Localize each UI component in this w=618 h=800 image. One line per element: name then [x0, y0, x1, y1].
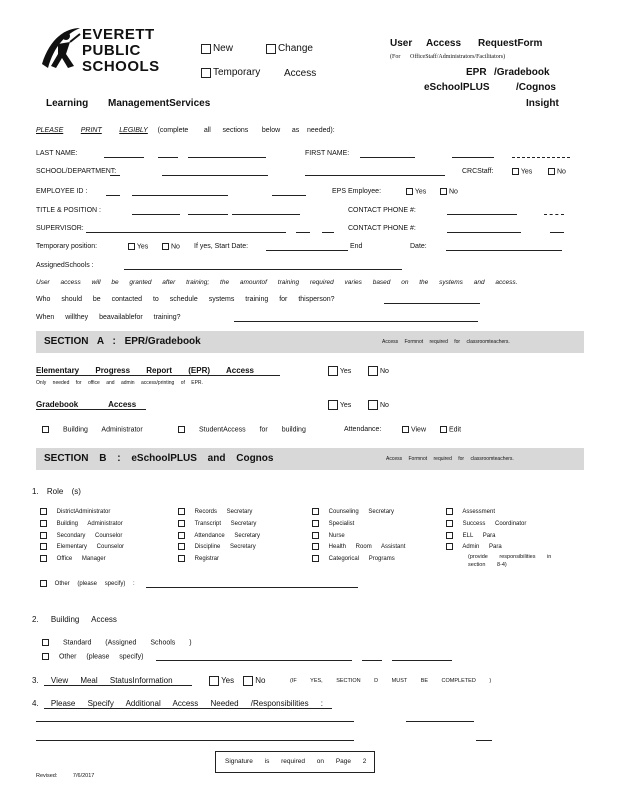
attendance-view[interactable]: View	[402, 426, 426, 433]
role-checkbox[interactable]	[178, 520, 185, 527]
role-checkbox[interactable]	[312, 508, 319, 515]
section-b-note: Access Formnot required for classroomteachers.	[386, 456, 514, 462]
building-admin-option[interactable]: Building Administrator	[42, 426, 143, 433]
roles-col-4-note: (provide responsibilities in section 8-4)	[468, 554, 552, 568]
training-when-field[interactable]	[234, 321, 478, 322]
last-name-field-2[interactable]	[158, 157, 178, 158]
other-building-field-3[interactable]	[392, 660, 452, 661]
supervisor-field-3[interactable]	[322, 232, 334, 233]
title-label: TITLE & POSITION :	[36, 207, 101, 214]
eps-no-checkbox[interactable]	[440, 188, 447, 195]
contact-label-2: CONTACT PHONE #:	[348, 225, 416, 232]
logo-line-1: EVERETT	[82, 26, 155, 43]
meal-heading: 3. View Meal StatusInformation	[32, 676, 173, 685]
title-field-2[interactable]	[188, 214, 228, 215]
specify-field-1[interactable]	[36, 721, 354, 722]
role-checkbox[interactable]	[40, 543, 47, 550]
logo-line-3: SCHOOLS	[82, 58, 160, 75]
epr-yes-checkbox[interactable]	[328, 366, 338, 376]
crc-no-checkbox[interactable]	[548, 168, 555, 175]
employee-id-field-2[interactable]	[132, 195, 228, 196]
change-option[interactable]: Change	[266, 43, 313, 54]
attendance-label: Attendance:	[344, 426, 382, 433]
other-role-option[interactable]: Other (please specify) :	[40, 580, 135, 587]
specify-field-3[interactable]	[36, 740, 354, 741]
role-option[interactable]: Transcript Secretary	[178, 519, 260, 531]
role-checkbox[interactable]	[178, 543, 185, 550]
form-subtitle-staff: OfficeStaff/Administrators/Facilitators)	[410, 54, 506, 60]
role-checkbox[interactable]	[312, 555, 319, 562]
role-option[interactable]: Building Administrator	[40, 519, 124, 531]
form-title-user: User	[390, 38, 413, 49]
form-subtitle-for: (For	[390, 54, 401, 60]
role-checkbox[interactable]	[446, 520, 453, 527]
role-checkbox[interactable]	[40, 532, 47, 539]
start-date-field[interactable]	[266, 250, 348, 251]
contact-field-3[interactable]	[447, 232, 521, 233]
eps-yes[interactable]: Yes	[406, 188, 426, 195]
contact-field-4[interactable]	[550, 232, 564, 233]
meal-note: (IF YES, SECTION D MUST BE COMPLETED )	[290, 678, 492, 684]
role-option[interactable]: Secondary Counselor	[40, 531, 124, 543]
school-label: SCHOOL/DEPARTMENT:	[36, 168, 117, 175]
role-option[interactable]: Elementary Counselor	[40, 542, 124, 554]
role-option[interactable]: Registrar	[178, 554, 260, 566]
contact-label: CONTACT PHONE #:	[348, 207, 416, 214]
role-heading: 1. Role (s)	[32, 487, 81, 496]
section-b-title: SECTION B : eSchoolPLUS and Cognos	[44, 453, 274, 464]
temporary-option[interactable]: Temporary	[201, 67, 260, 78]
crc-yes-checkbox[interactable]	[512, 168, 519, 175]
role-checkbox[interactable]	[40, 508, 47, 515]
standard-option[interactable]: Standard (Assigned Schools )	[42, 639, 192, 646]
crc-no[interactable]: No	[548, 168, 566, 175]
last-name-field[interactable]	[104, 157, 144, 158]
role-checkbox[interactable]	[312, 532, 319, 539]
end-date-label: Date:	[410, 243, 427, 250]
roles-col-4	[446, 507, 526, 554]
logo	[36, 24, 166, 78]
other-role-checkbox[interactable]	[40, 580, 47, 587]
school-field[interactable]	[110, 175, 120, 176]
contact-field[interactable]	[447, 214, 517, 215]
role-option[interactable]: Attendance Secretary	[178, 531, 260, 543]
form-title-eschool: eSchoolPLUS	[424, 82, 490, 93]
role-option[interactable]: Categorical Programs	[312, 554, 405, 566]
temp-yes[interactable]: Yes	[128, 243, 148, 250]
role-checkbox[interactable]	[446, 543, 453, 550]
gradebook-no[interactable]: No	[368, 400, 389, 410]
first-name-field-2[interactable]	[452, 157, 494, 158]
form-title-cognos: /Cognos	[516, 82, 556, 93]
title-field-3[interactable]	[232, 214, 300, 215]
supervisor-field[interactable]	[86, 232, 286, 233]
specify-field-4[interactable]	[476, 740, 492, 741]
last-name-field-3[interactable]	[188, 157, 266, 158]
specify-field-2[interactable]	[406, 721, 474, 722]
specify-heading-underline	[44, 708, 332, 709]
start-date-label: If yes, Start Date:	[194, 243, 249, 250]
role-option[interactable]: ELL Para	[446, 531, 526, 543]
other-role-field[interactable]	[146, 587, 358, 588]
temp-no[interactable]: No	[162, 243, 180, 250]
access-label: Access	[284, 68, 317, 79]
print-note: PLEASE PRINT LEGIBLY (complete all sections below as needed):	[36, 127, 335, 134]
other-building-checkbox[interactable]	[42, 653, 49, 660]
end-date-field[interactable]	[446, 250, 562, 251]
standard-checkbox[interactable]	[42, 639, 49, 646]
other-building-field[interactable]	[156, 660, 352, 661]
revised-date: Revised: 7/6/2017	[36, 773, 95, 779]
role-option[interactable]: Office Manager	[40, 554, 124, 566]
supervisor-field-2[interactable]	[296, 232, 310, 233]
training-who-field[interactable]	[384, 303, 480, 304]
school-field-2[interactable]	[162, 175, 268, 176]
epr-no[interactable]: No	[368, 366, 389, 376]
meal-yes-checkbox[interactable]	[209, 676, 219, 686]
end-label: End	[350, 243, 363, 250]
section-a-title: SECTION A : EPR/Gradebook	[44, 336, 201, 347]
temp-no-checkbox[interactable]	[162, 243, 169, 250]
role-option[interactable]: DistrictAdministrator	[40, 507, 124, 519]
title-field[interactable]	[132, 214, 180, 215]
swoosh-figure-icon	[36, 24, 82, 78]
change-checkbox[interactable]	[266, 44, 276, 54]
attendance-edit[interactable]: Edit	[440, 426, 461, 433]
student-access-checkbox[interactable]	[178, 426, 185, 433]
eps-yes-checkbox[interactable]	[406, 188, 413, 195]
role-option[interactable]: Success Coordinator	[446, 519, 526, 531]
roles-col-3	[312, 507, 405, 566]
student-access-option[interactable]: StudentAccess for building	[178, 426, 306, 433]
other-building-field-2[interactable]	[362, 660, 382, 661]
temp-position-label: Temporary position:	[36, 243, 98, 250]
view-checkbox[interactable]	[402, 426, 409, 433]
signature-box	[215, 751, 375, 773]
lms-learning: Learning	[46, 98, 89, 109]
gradebook-yes-checkbox[interactable]	[328, 400, 338, 410]
role-checkbox[interactable]	[312, 543, 319, 550]
gradebook-yes[interactable]: Yes	[328, 400, 351, 410]
role-option[interactable]: Counseling Secretary	[312, 507, 405, 519]
first-name-field[interactable]	[360, 157, 415, 158]
gradebook-no-checkbox[interactable]	[368, 400, 378, 410]
section-a-header	[36, 331, 584, 353]
form-title-insight: Insight	[526, 98, 559, 109]
meal-yes[interactable]: Yes	[209, 676, 234, 686]
last-name-label: LAST NAME:	[36, 150, 78, 157]
logo-line-2: PUBLIC	[82, 42, 141, 59]
meal-heading-underline	[44, 685, 192, 686]
eps-no[interactable]: No	[440, 188, 458, 195]
first-name-label: FIRST NAME:	[305, 150, 350, 157]
employee-id-label: EMPLOYEE ID :	[36, 188, 88, 195]
role-option[interactable]: Health Room Assistant	[312, 542, 405, 554]
form-title-epr: EPR	[466, 67, 487, 78]
role-checkbox[interactable]	[446, 532, 453, 539]
role-checkbox[interactable]	[178, 508, 185, 515]
assigned-schools-label: AssignedSchools :	[36, 262, 94, 269]
role-option[interactable]: Records Secretary	[178, 507, 260, 519]
lms-management-services: ManagementServices	[108, 98, 211, 109]
roles-col-2	[178, 507, 260, 566]
first-name-field-3[interactable]	[512, 157, 570, 158]
contact-field-2[interactable]	[544, 214, 564, 215]
role-checkbox[interactable]	[40, 520, 47, 527]
epr-yes[interactable]: Yes	[328, 366, 351, 376]
assigned-schools-field[interactable]	[124, 269, 402, 270]
section-a-note: Access Formnot required for classroomteachers.	[382, 339, 510, 345]
role-checkbox[interactable]	[178, 532, 185, 539]
form-title-access: Access	[426, 38, 462, 49]
role-option[interactable]: Assessment	[446, 507, 526, 519]
epr-note: Only needed for office and admin access/printing of EPR.	[36, 380, 203, 386]
meal-no[interactable]: No	[243, 676, 265, 686]
roles-col-1	[40, 507, 124, 566]
employee-id-field-3[interactable]	[272, 195, 306, 196]
signature-note: Signature is required on Page 2	[225, 758, 367, 765]
role-option[interactable]: Specialist	[312, 519, 405, 531]
temp-yes-checkbox[interactable]	[128, 243, 135, 250]
role-option[interactable]: Discipline Secretary	[178, 542, 260, 554]
eps-label: EPS Employee:	[332, 188, 382, 195]
gradebook-label: Gradebook Access	[36, 400, 146, 410]
role-option[interactable]: Admin Para	[446, 542, 526, 554]
temporary-checkbox[interactable]	[201, 68, 211, 78]
edit-checkbox[interactable]	[440, 426, 447, 433]
training-note: User access will be granted after training; the amountof training required varies based on the systems and access.	[36, 279, 518, 286]
other-building-option[interactable]: Other (please specify)	[42, 653, 143, 660]
epr-no-checkbox[interactable]	[368, 366, 378, 376]
new-option[interactable]: New	[201, 43, 233, 54]
supervisor-label: SUPERVISOR:	[36, 225, 84, 232]
crc-yes[interactable]: Yes	[512, 168, 532, 175]
specify-heading: 4. Please Specify Additional Access Needed /Responsibilities :	[32, 699, 324, 708]
role-checkbox[interactable]	[40, 555, 47, 562]
role-checkbox[interactable]	[446, 508, 453, 515]
building-admin-checkbox[interactable]	[42, 426, 49, 433]
meal-no-checkbox[interactable]	[243, 676, 253, 686]
school-field-3[interactable]	[305, 175, 445, 176]
form-title-gradebook: /Gradebook	[494, 67, 550, 78]
building-access-heading: 2. Building Access	[32, 615, 117, 624]
employee-id-field[interactable]	[106, 195, 120, 196]
role-option[interactable]: Nurse	[312, 531, 405, 543]
section-b-header	[36, 448, 584, 470]
training-who: Who should be contacted to schedule systems training for thisperson?	[36, 296, 335, 303]
epr-label: Elementary Progress Report (EPR) Access	[36, 366, 280, 376]
crc-label: CRCStaff:	[462, 168, 494, 175]
role-checkbox[interactable]	[178, 555, 185, 562]
new-checkbox[interactable]	[201, 44, 211, 54]
role-checkbox[interactable]	[312, 520, 319, 527]
form-title-request: RequestForm	[478, 38, 543, 49]
training-when: When willthey beavailablefor training?	[36, 314, 181, 321]
